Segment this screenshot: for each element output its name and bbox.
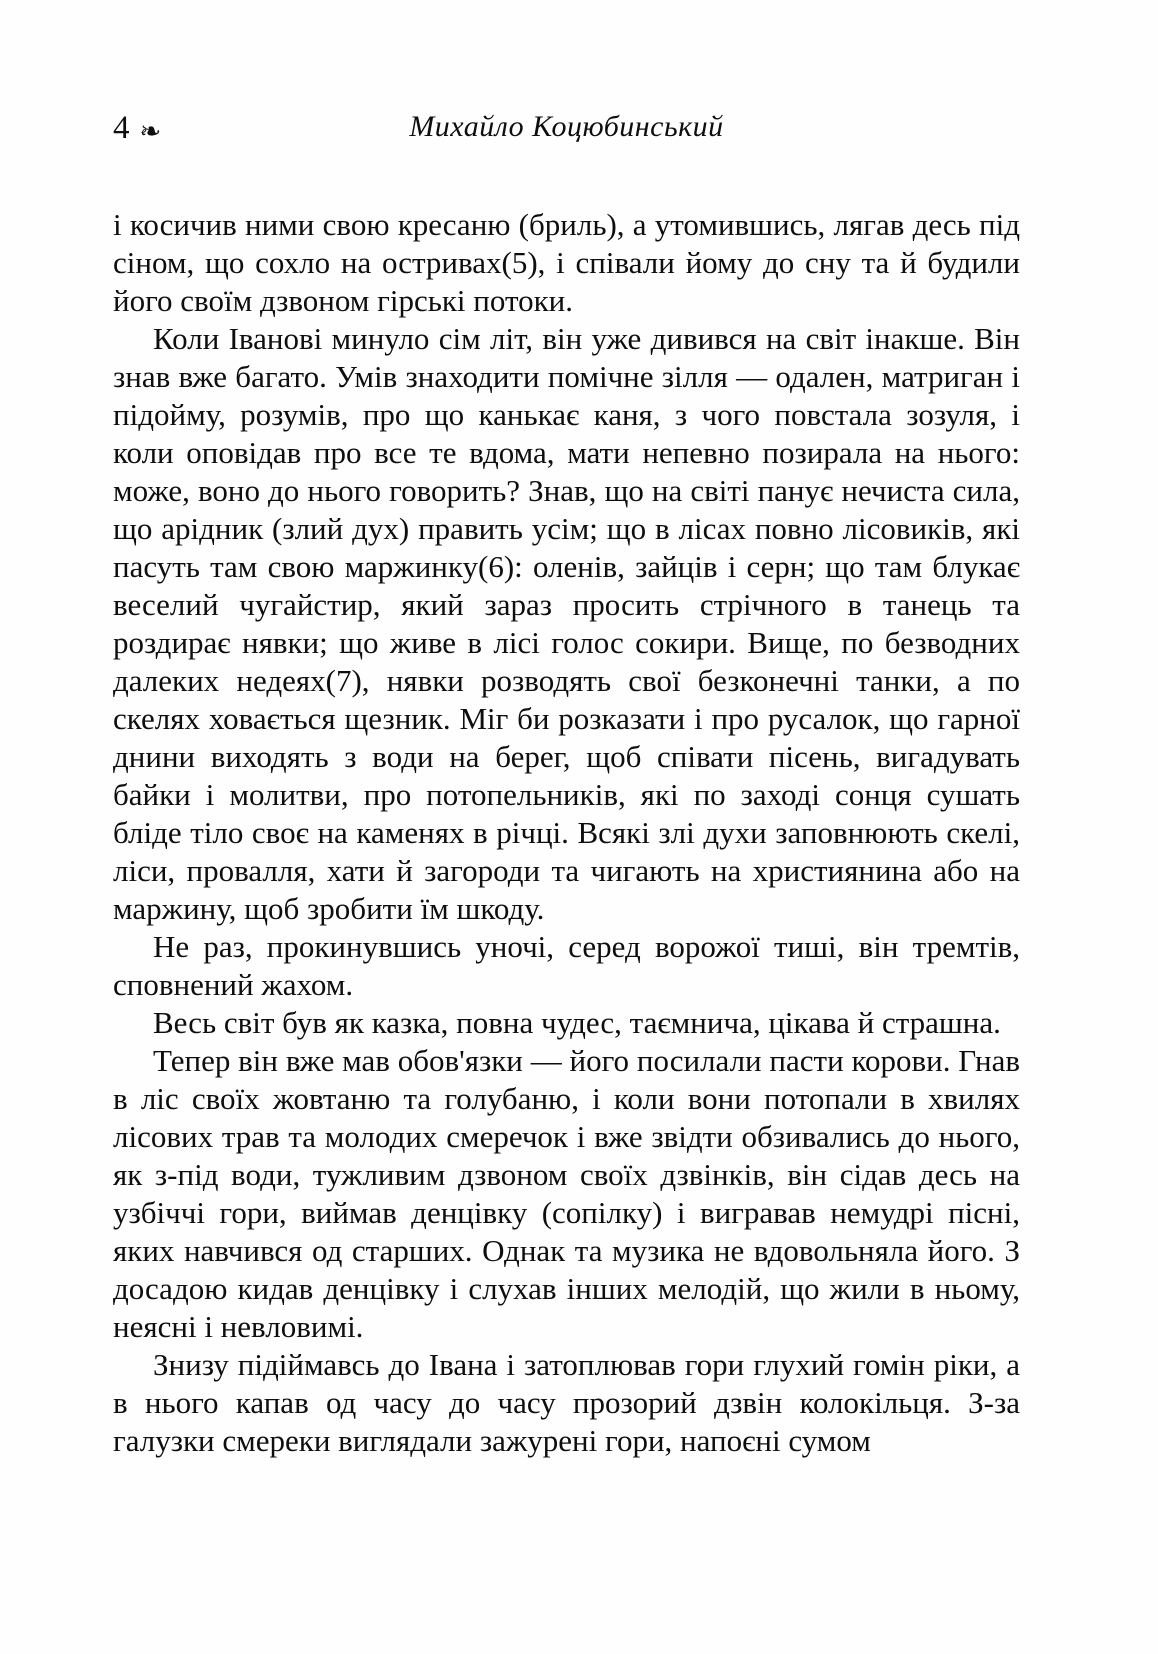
- page-number-group: [113, 110, 161, 147]
- paragraph: Не раз, прокинувшись уночі, серед ворожої тиші, він тремтів, сповнений жахом.: [113, 929, 1020, 1002]
- paragraph: і косичив ними свою кресаню (бриль), а утомившись, лягав десь під сіном, що сохло на остривах(5), і співали йому до сну та й будили його своїм дзвоном гірські потоки.: [113, 207, 1020, 318]
- author-running-head: Михайло Коцюбинський: [409, 110, 724, 143]
- paragraph: Коли Іванові минуло сім літ, він уже дивився на світ інакше. Він знав вже багато. Умів знаходити помічне зілля — одален, матриган і підойму, розумів, про що канькає каня, з чого повстала зозуля, і коли оповідав про все те вдома, мати непевно позирала на нього: може, воно до нього говорить? Знав, що на світі панує нечиста сила, що арідник (злий дух) править усім; що в лісах повно лісовиків, які пасуть там свою маржинку(6): оленів, зайців і серн; що там блукає веселий чугайстир, який зараз просить стрічного в танець та роздирає нявки; що живе в лісі голос сокири. Вище, по безводних далеких недеях(7), нявки розводять свої безконечні танки, а по скелях ховається щезник. Міг би розказати і про русалок, що гарної днини виходять з води на берег, щоб співати пісень, вигадувать байки і молитви, про потопельників, які по заході сонця сушать бліде тіло своє на каменях в річці. Всякі злі духи заповнюють скелі, ліси, провалля, хати й загороди та чигають на християнина або на маржину, щоб зробити їм шкоду.: [113, 321, 1020, 926]
- page-body: [113, 206, 1020, 1460]
- fleuron-ornament-icon: ❧: [139, 117, 162, 147]
- page-header: [113, 110, 1020, 154]
- paragraph: Весь світ був як казка, повна чудес, таємнича, цікава й страшна.: [153, 1005, 1001, 1040]
- paragraph: Тепер він вже мав обов'язки — його посилали пасти корови. Гнав в ліс своїх жовтаню та голубаню, і коли вони потопали в хвилях лісових трав та молодих смеречок і вже звідти обзивались до нього, як з-під води, тужливим дзвоном своїх дзвінків, він сідав десь на узбіччі гори, виймав денцівку (сопілку) і вигравав немудрі пісні, яких навчився од старших. Однак та музика не вдовольняла його. З досадою кидав денцівку і слухав інших мелодій, що жили в ньому, неясні і невловимі.: [113, 1043, 1020, 1344]
- paragraph: Знизу підіймавсь до Івана і затоплював гори глухий гомін ріки, а в нього капав од часу до часу прозорий дзвін колокільця. З-за галузки смереки виглядали зажурені гори, напоєні сумом: [113, 1347, 1020, 1458]
- page-number: 4: [113, 110, 130, 146]
